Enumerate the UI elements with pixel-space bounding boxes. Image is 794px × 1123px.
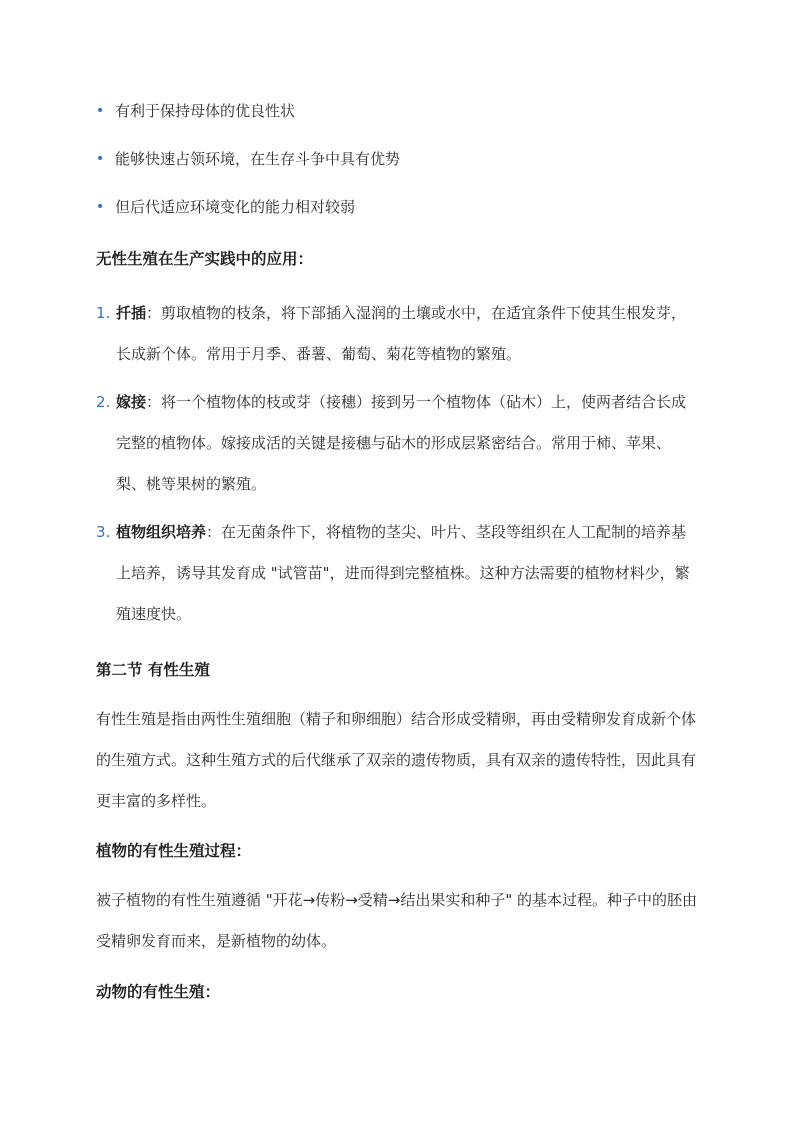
list-item (96, 147, 706, 171)
list-item-text: 但后代适应环境变化的能力相对较弱 (115, 198, 356, 216)
list-item-text: 有利于保持母体的优良性状 (115, 102, 296, 120)
list-number: 1. (96, 304, 111, 322)
list-number: 2. (96, 393, 111, 411)
bullet-dot-icon: • (96, 103, 105, 119)
method-item-cutting (96, 293, 700, 375)
list-number: 3. (96, 523, 111, 541)
animal-reproduction-heading: 动物的有性生殖： (96, 983, 221, 1001)
plant-reproduction-paragraph: 被子植物的有性生殖遵循 "开花→传粉→受精→结出果实和种子" 的基本过程。种子中的胚由受精卵发育而来，是新植物的幼体。 (96, 891, 698, 950)
asexual-features-list (96, 99, 706, 243)
method-description: 在无菌条件下，将植物的茎尖、叶片、茎段等组织在人工配制的培养基上培养，诱导其发育成 "试管苗"，进而得到完整植株。这种方法需要的植物材料少，繁殖速度快。 (116, 523, 690, 623)
bullet-dot-icon: • (96, 151, 105, 167)
term-separator: ： (146, 304, 162, 322)
list-item (96, 195, 706, 219)
section-title: 第二节 有性生殖 (96, 661, 210, 679)
list-item-text: 能够快速占领环境，在生存斗争中具有优势 (115, 150, 401, 168)
propagation-methods-list (96, 293, 700, 642)
applications-heading: 无性生殖在生产实践中的应用： (96, 250, 314, 268)
method-item-grafting (96, 382, 700, 505)
bullet-dot-icon: • (96, 199, 105, 215)
term-separator: ： (206, 523, 222, 541)
plant-reproduction-heading: 植物的有性生殖过程： (96, 842, 252, 860)
term-separator: ： (146, 393, 162, 411)
method-term: 扦插 (116, 304, 147, 322)
list-item (96, 99, 706, 123)
method-description: 剪取植物的枝条，将下部插入湿润的土壤或水中，在适宜条件下使其生根发芽，长成新个体。常用于月季、番薯、葡萄、菊花等植物的繁殖。 (116, 304, 687, 363)
sexual-reproduction-paragraph: 有性生殖是指由两性生殖细胞（精子和卵细胞）结合形成受精卵，再由受精卵发育成新个体的生殖方式。这种生殖方式的后代继承了双亲的遗传物质，具有双亲的遗传特性，因此具有更丰富的多样性。 (96, 710, 697, 810)
method-term: 嫁接 (116, 393, 147, 411)
method-item-tissue-culture (96, 512, 700, 635)
method-term: 植物组织培养 (116, 523, 207, 541)
method-description: 将一个植物体的枝或芽（接穗）接到另一个植物体（砧木）上，使两者结合长成完整的植物体。嫁接成活的关键是接穗与砧木的形成层紧密结合。常用于柿、苹果、梨、桃等果树的繁殖。 (116, 393, 687, 493)
